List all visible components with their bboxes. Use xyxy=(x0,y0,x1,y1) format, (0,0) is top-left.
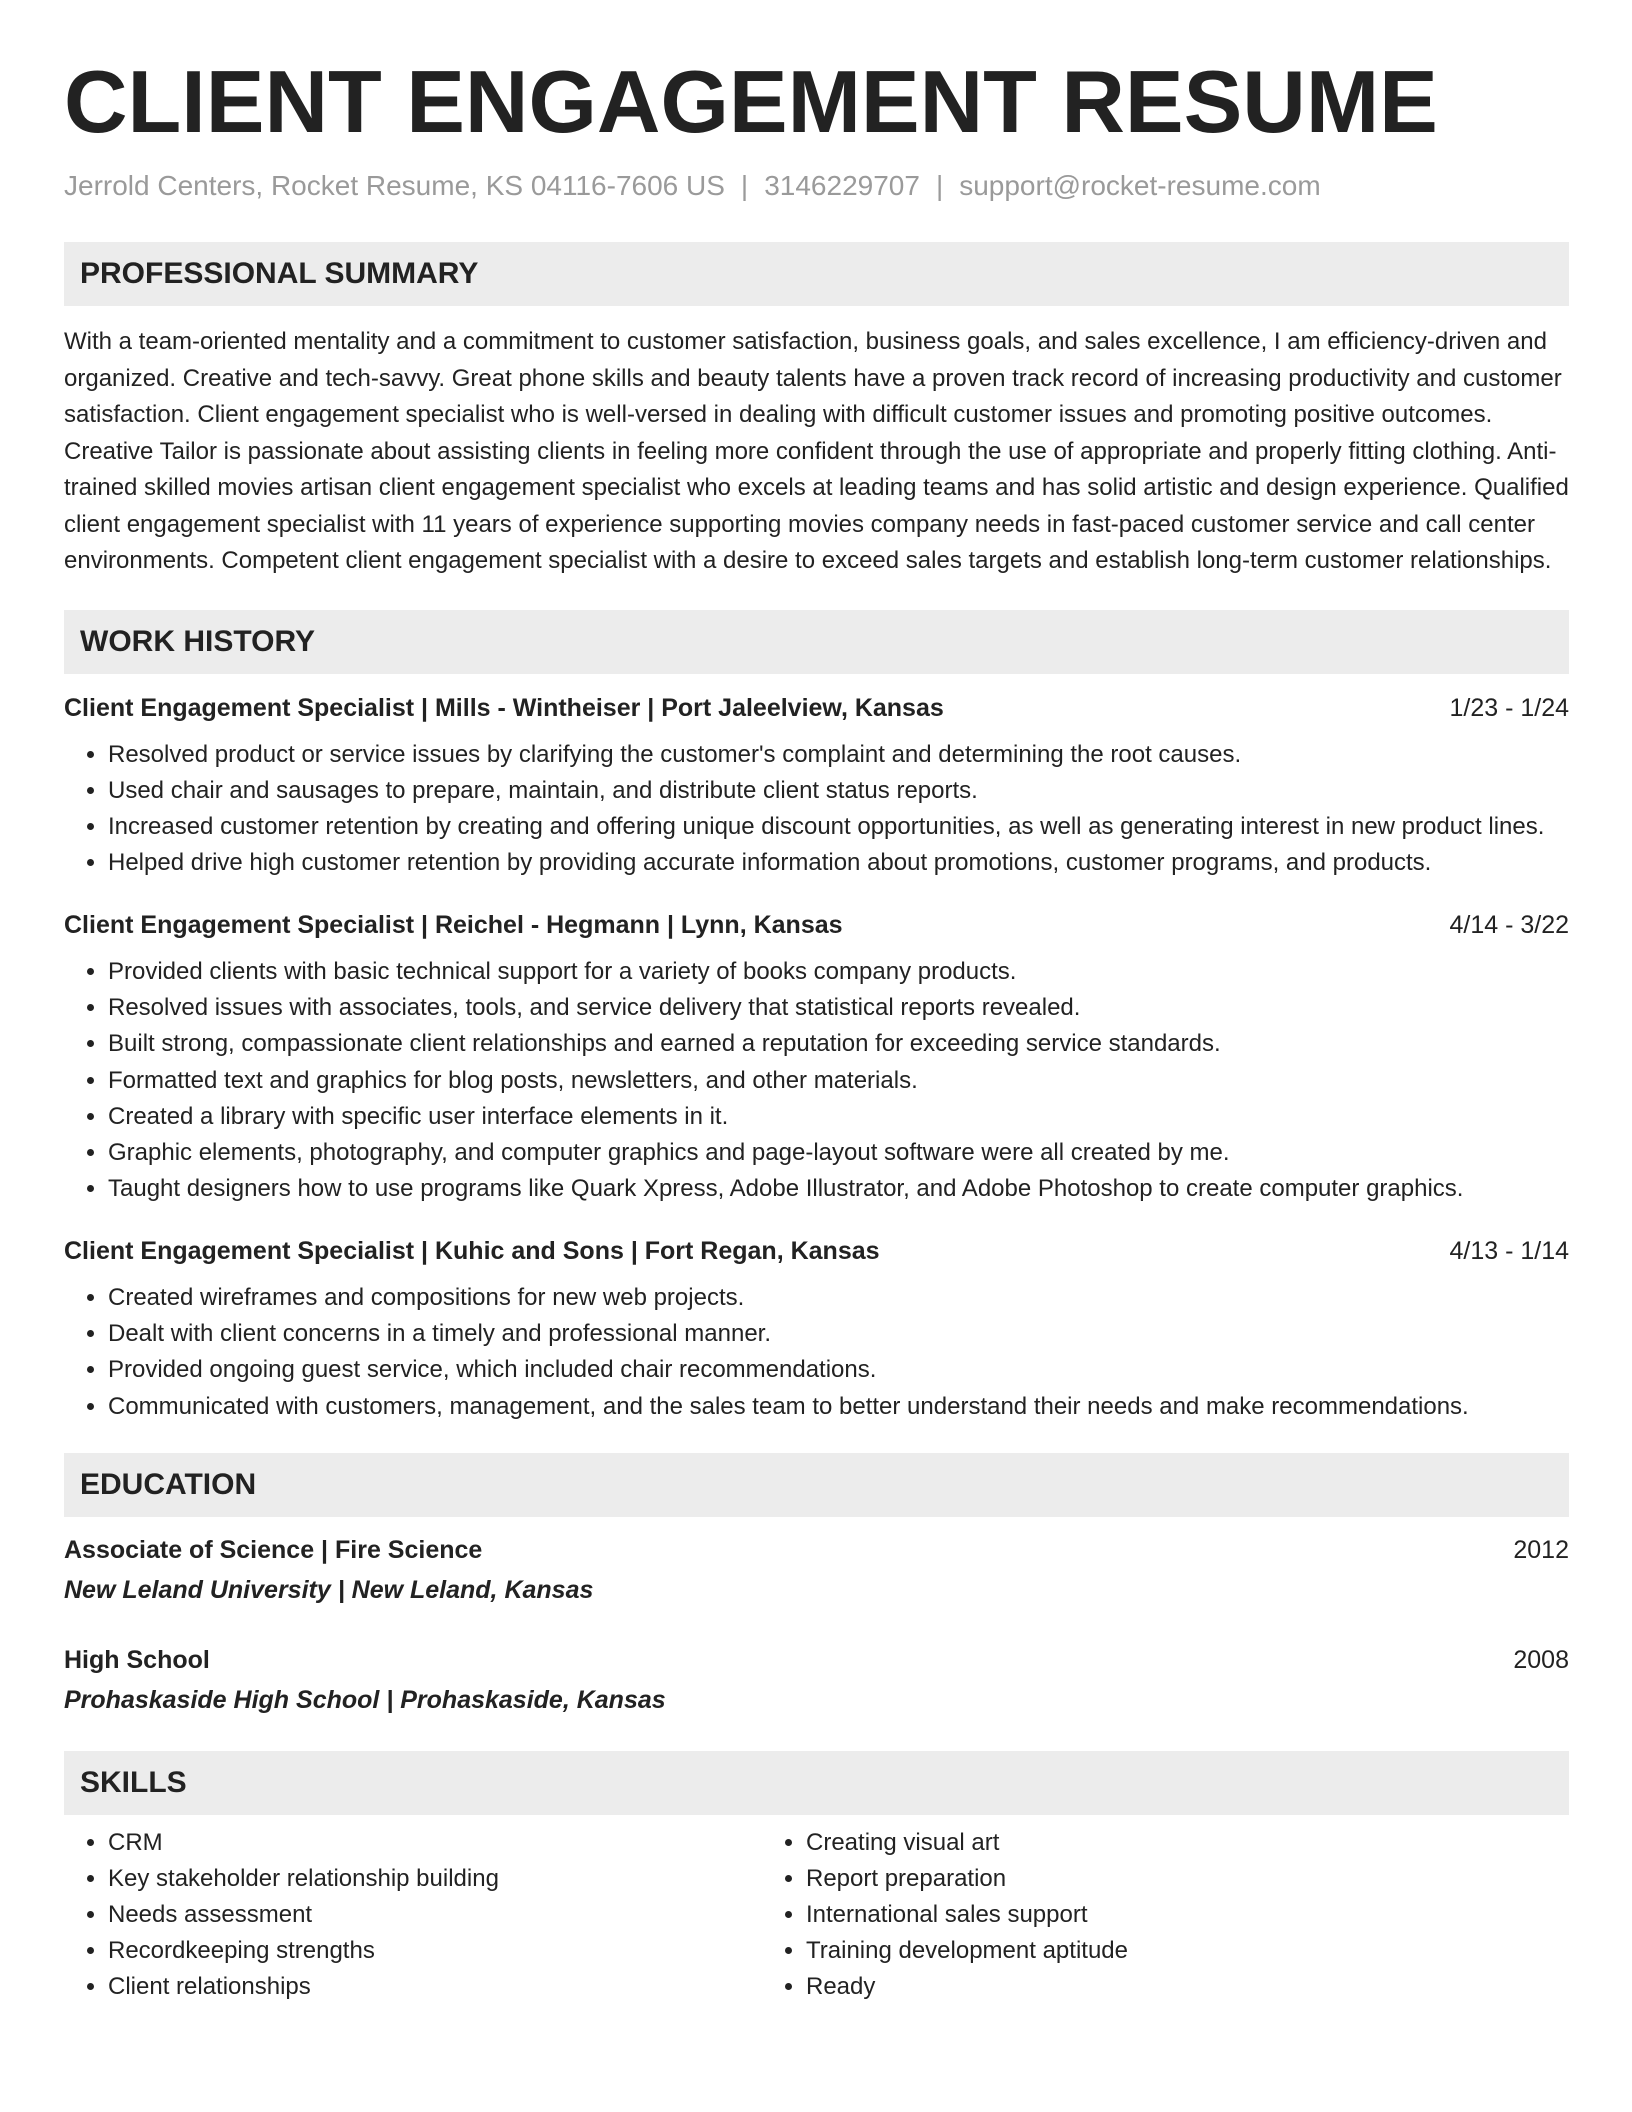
job-bullet: • Provided clients with basic technical support for a variety of books company products. xyxy=(108,954,1569,990)
job-bullet: • Formatted text and graphics for blog posts, newsletters, and other materials. xyxy=(108,1063,1569,1099)
job-bullet: • Communicated with customers, management, and the sales team to better understand their needs and make recommendations. xyxy=(108,1389,1569,1425)
job-bullet: • Created wireframes and compositions for new web projects. xyxy=(108,1280,1569,1316)
job-title: Client Engagement Specialist | Kuhic and Sons | Fort Regan, Kansas xyxy=(64,1236,880,1265)
job-entry xyxy=(64,908,1569,1208)
job-bullets xyxy=(64,1280,1569,1425)
job-dates: 4/14 - 3/22 xyxy=(1449,910,1569,939)
education-year: 2008 xyxy=(1513,1645,1569,1674)
summary-text: With a team-oriented mentality and a commitment to customer satisfaction, business goals, and sales excellence, I am efficiency-driven and organized. Creative and tech-savvy. Great phone skills and beauty talents have a proven track record of increasing productivity and customer satisfaction. Client engagement specialist who is well-versed in dealing with difficult customer issues and promoting positive outcomes. Creative Tailor is passionate about assisting clients in feeling more confident through the use of appropriate and properly fitting clothing. Anti-trained skilled movies artisan client engagement specialist who excels at leading teams and has solid artistic and design experience. Qualified client engagement specialist with 11 years of experience supporting movies company needs in fast-paced customer service and call center environments. Competent client engagement specialist with a desire to exceed sales targets and establish long-term customer relationships. xyxy=(64,328,1569,574)
job-bullet: • Helped drive high customer retention by providing accurate information about promotions, customer programs, and products. xyxy=(108,845,1569,881)
job-bullets xyxy=(64,737,1569,882)
job-bullet: • Provided ongoing guest service, which included chair recommendations. xyxy=(108,1352,1569,1388)
job-bullet: • Resolved issues with associates, tools, and service delivery that statistical reports revealed. xyxy=(108,990,1569,1026)
education-year: 2012 xyxy=(1513,1535,1569,1564)
job-header xyxy=(64,691,1569,725)
job-dates: 1/23 - 1/24 xyxy=(1449,693,1569,722)
job-header xyxy=(64,908,1569,942)
job-title: Client Engagement Specialist | Reichel - Hegmann | Lynn, Kansas xyxy=(64,910,843,939)
education-header xyxy=(64,1533,1569,1567)
job-entry xyxy=(64,691,1569,882)
education-degree: Associate of Science | Fire Science xyxy=(64,1535,483,1564)
contact-line xyxy=(64,168,1569,204)
section-heading-summary: PROFESSIONAL SUMMARY xyxy=(64,242,1569,306)
job-bullet: • Resolved product or service issues by clarifying the customer's complaint and determining the root causes. xyxy=(108,737,1569,773)
contact-email: support@rocket-resume.com xyxy=(959,170,1321,201)
section-heading-skills: SKILLS xyxy=(64,1751,1569,1815)
job-entry xyxy=(64,1234,1569,1425)
job-bullet: • Increased customer retention by creating and offering unique discount opportunities, as well as generating interest in new product lines. xyxy=(108,809,1569,845)
job-title: Client Engagement Specialist | Mills - Wintheiser | Port Jaleelview, Kansas xyxy=(64,693,944,722)
education-entry xyxy=(64,1533,1569,1607)
job-bullets xyxy=(64,954,1569,1208)
skill-item: • Report preparation xyxy=(806,1861,1569,1897)
skill-item: • International sales support xyxy=(806,1897,1569,1933)
job-bullet: • Graphic elements, photography, and computer graphics and page-layout software were all created by me. xyxy=(108,1135,1569,1171)
skills-column-right xyxy=(762,1825,1569,2005)
job-bullet: • Taught designers how to use programs like Quark Xpress, Adobe Illustrator, and Adobe Photoshop to create computer graphics. xyxy=(108,1171,1569,1207)
contact-phone: 3146229707 xyxy=(764,170,920,201)
skill-item: • Training development aptitude xyxy=(806,1933,1569,1969)
job-bullet: • Built strong, compassionate client relationships and earned a reputation for exceeding service standards. xyxy=(108,1026,1569,1062)
skill-item: • Client relationships xyxy=(108,1969,762,2005)
skill-item: • Recordkeeping strengths xyxy=(108,1933,762,1969)
skills-column-left xyxy=(64,1825,762,2005)
job-bullet: • Dealt with client concerns in a timely and professional manner. xyxy=(108,1316,1569,1352)
skill-item: • Ready xyxy=(806,1969,1569,2005)
skill-item: • Creating visual art xyxy=(806,1825,1569,1861)
education-school: New Leland University | New Leland, Kansas xyxy=(64,1575,594,1604)
contact-separator: | xyxy=(740,170,749,201)
education-school: Prohaskaside High School | Prohaskaside, Kansas xyxy=(64,1685,666,1714)
section-heading-work: WORK HISTORY xyxy=(64,610,1569,674)
contact-address: Jerrold Centers, Rocket Resume, KS 04116-7606 US xyxy=(64,170,725,201)
contact-separator: | xyxy=(935,170,944,201)
resume-title: CLIENT ENGAGEMENT RESUME xyxy=(64,52,1438,151)
job-bullet: • Used chair and sausages to prepare, maintain, and distribute client status reports. xyxy=(108,773,1569,809)
skills-list xyxy=(64,1825,1569,2005)
education-degree: High School xyxy=(64,1645,210,1674)
job-dates: 4/13 - 1/14 xyxy=(1449,1236,1569,1265)
section-heading-education: EDUCATION xyxy=(64,1453,1569,1517)
job-bullet: • Created a library with specific user interface elements in it. xyxy=(108,1099,1569,1135)
education-header xyxy=(64,1643,1569,1677)
job-header xyxy=(64,1234,1569,1268)
skill-item: • Needs assessment xyxy=(108,1897,762,1933)
skill-item: • Key stakeholder relationship building xyxy=(108,1861,762,1897)
skill-item: • CRM xyxy=(108,1825,762,1861)
education-entry xyxy=(64,1643,1569,1717)
